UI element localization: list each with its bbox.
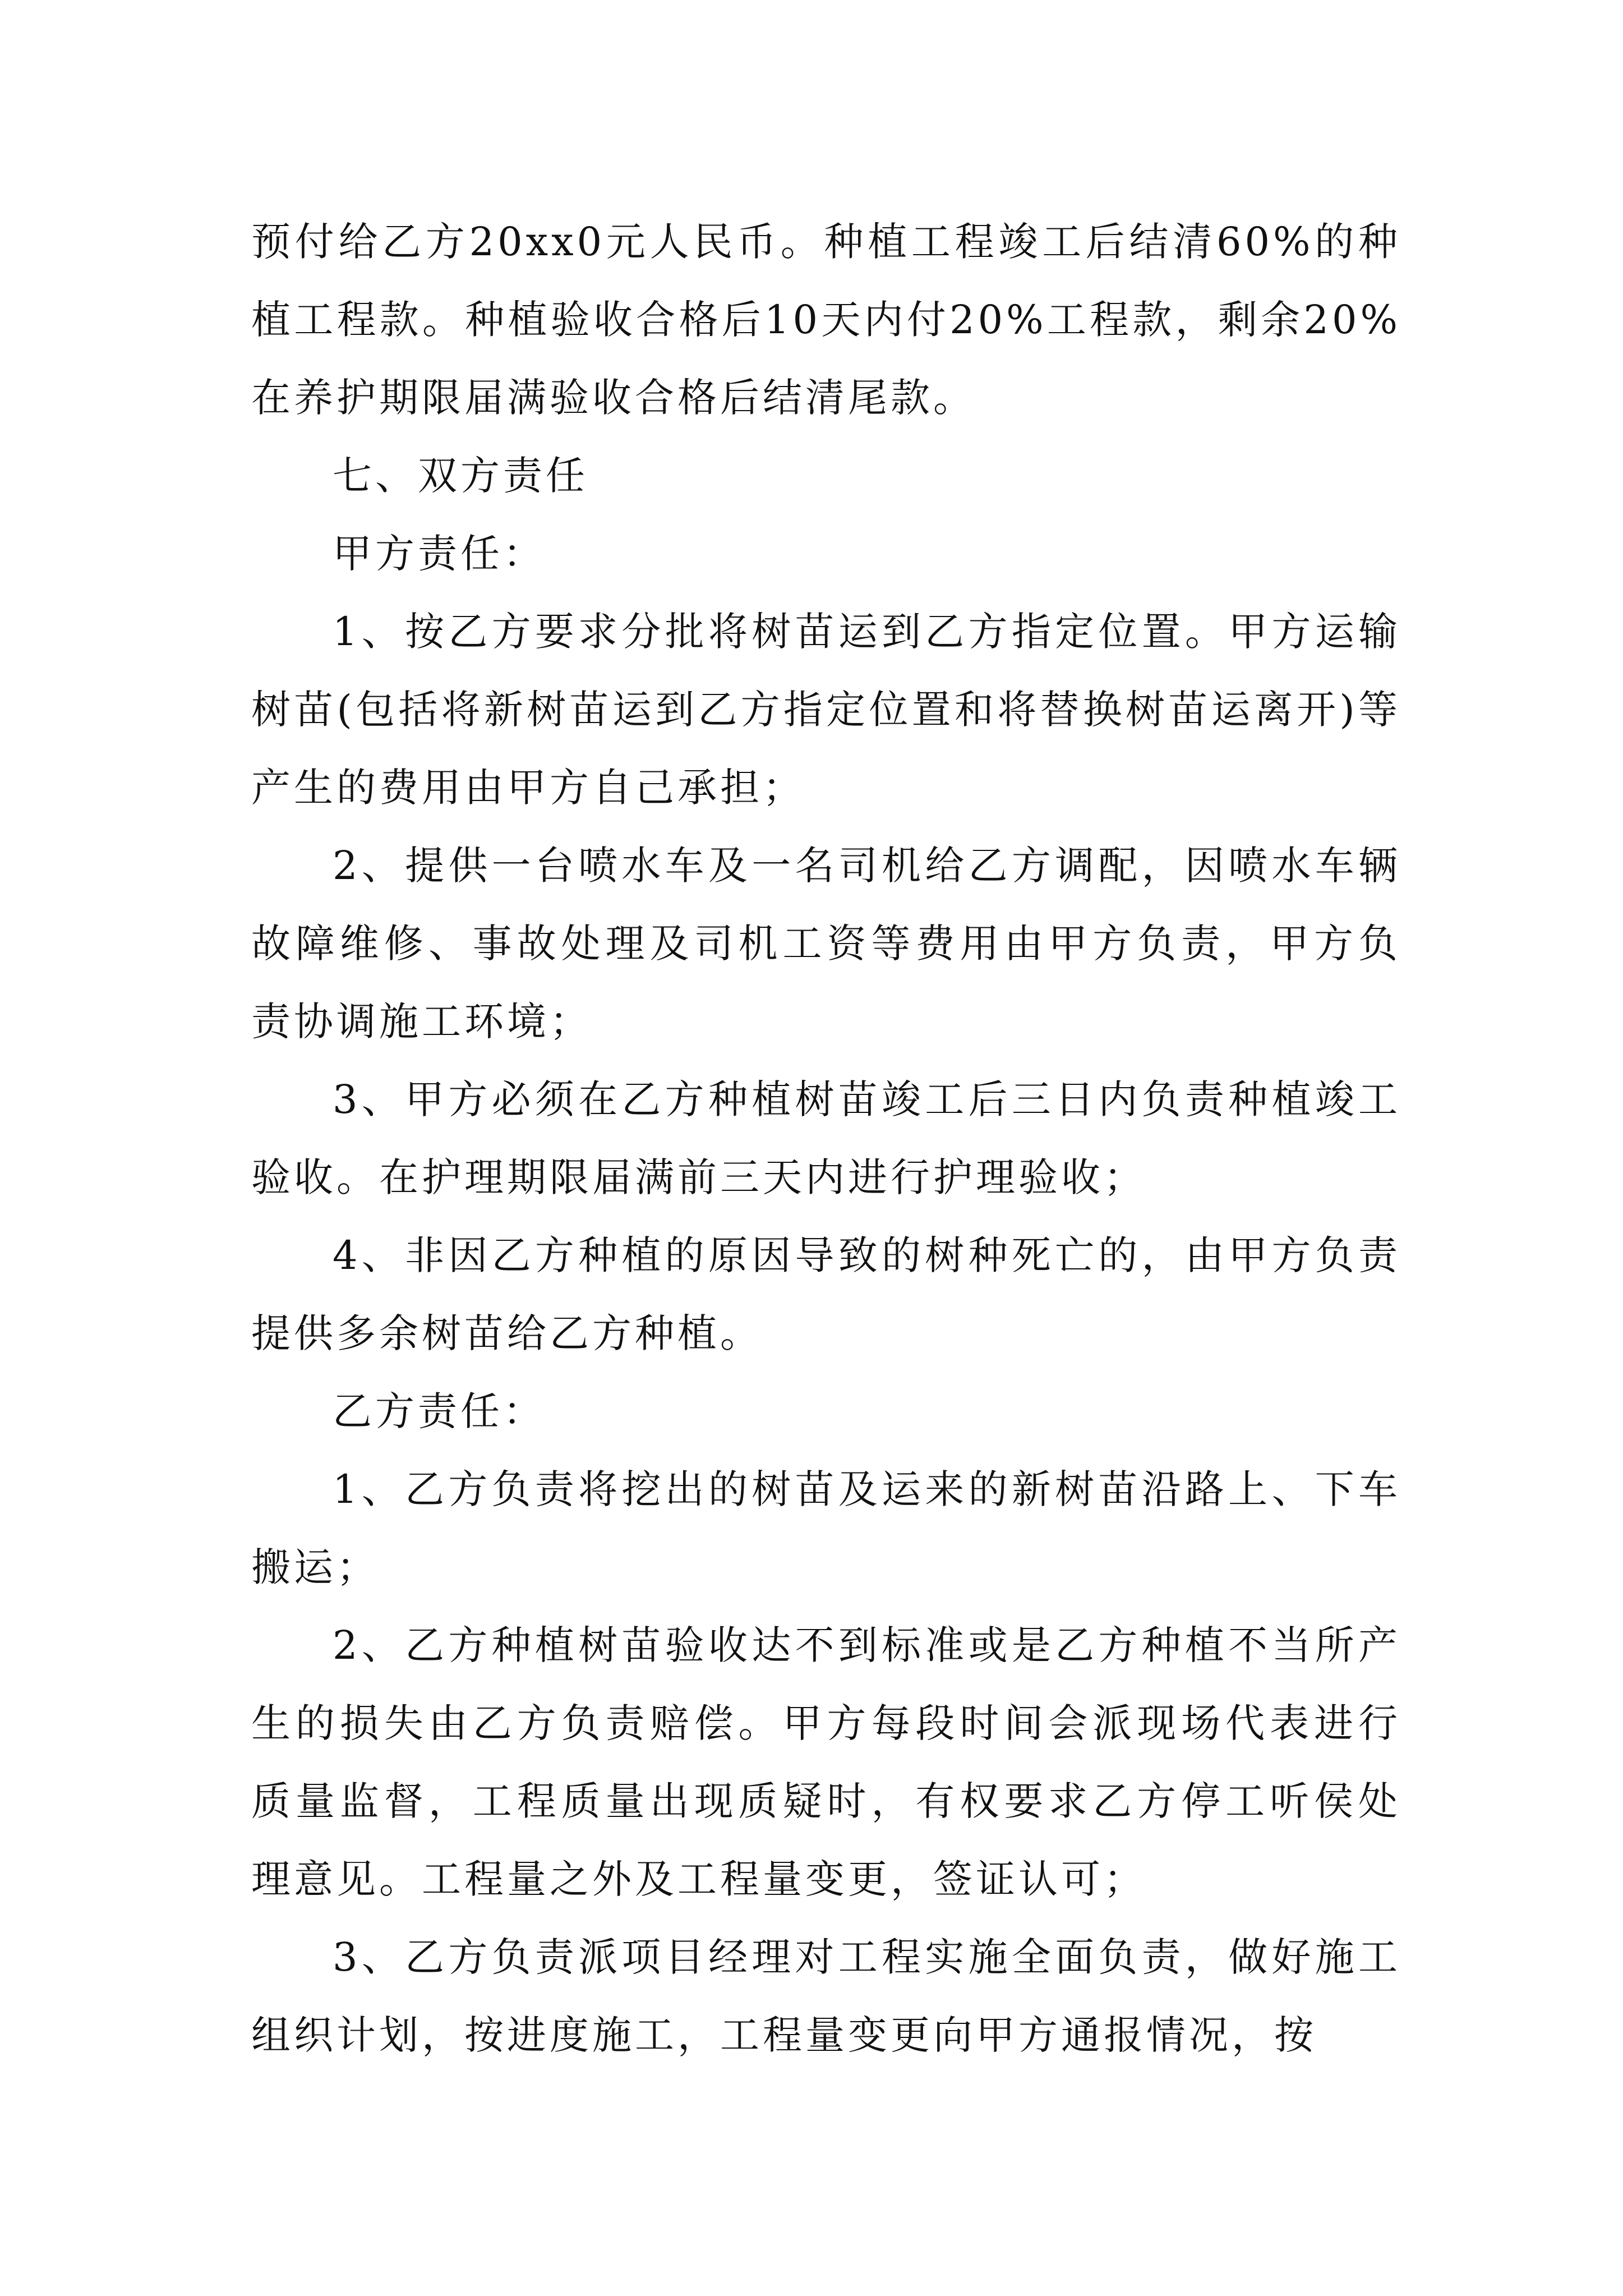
document-page	[251, 203, 1401, 2074]
party-a-item-3: 3、甲方必须在乙方种植树苗竣工后三日内负责种植竣工验收。在护理期限届满前三天内进行护理验收；	[251, 1076, 1401, 1200]
party-a-item-1: 1、按乙方要求分批将树苗运到乙方指定位置。甲方运输树苗(包括将新树苗运到乙方指定位置和将替换树苗运离开)等产生的费用由甲方自己承担；	[251, 609, 1401, 811]
party-b-item-3: 3、乙方负责派项目经理对工程实施全面负责，做好施工组织计划，按进度施工，工程量变更向甲方通报情况，按	[251, 1934, 1401, 2058]
paragraph-payment-terms: 预付给乙方20xx0元人民币。种植工程竣工后结清60%的种植工程款。种植验收合格后10天内付20%工程款，剩余20%在养护期限届满验收合格后结清尾款。	[251, 219, 1401, 421]
party-b-item-1: 1、乙方负责将挖出的树苗及运来的新树苗沿路上、下车搬运；	[251, 1466, 1401, 1590]
party-a-item-4: 4、非因乙方种植的原因导致的树种死亡的，由甲方负责提供多余树苗给乙方种植。	[251, 1232, 1401, 1356]
section-heading-mutual-responsibilities: 七、双方责任	[333, 453, 588, 499]
party-a-item-2: 2、提供一台喷水车及一名司机给乙方调配，因喷水车辆故障维修、事故处理及司机工资等费用由甲方负责，甲方负责协调施工环境；	[251, 843, 1401, 1045]
subheading-party-a-responsibilities: 甲方责任：	[333, 531, 546, 577]
party-b-item-2: 2、乙方种植树苗验收达不到标准或是乙方种植不当所产生的损失由乙方负责赔偿。甲方每段时间会派现场代表进行质量监督，工程质量出现质疑时，有权要求乙方停工听侯处理意见。工程量之外及工程量变更，签证认可；	[251, 1622, 1401, 1902]
subheading-party-b-responsibilities: 乙方责任：	[333, 1388, 546, 1434]
